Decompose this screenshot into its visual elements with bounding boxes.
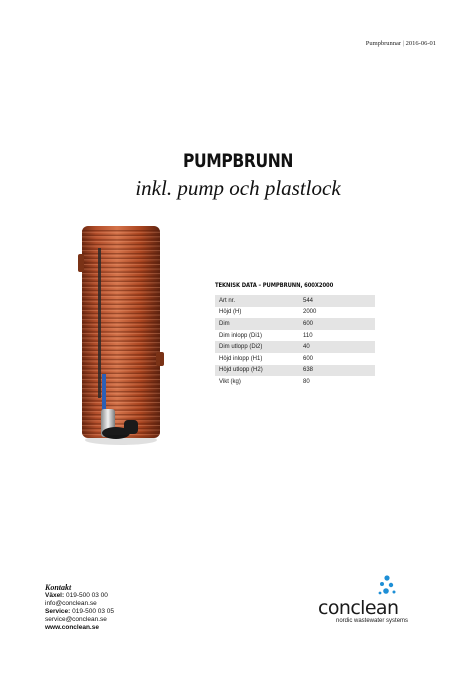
spec-label: Art nr. [215,295,299,307]
spec-row [215,365,375,377]
spec-value: 544 [299,295,375,307]
spec-value: 110 [303,332,313,339]
website-link[interactable] [45,624,114,632]
doc-type: Pumpbrunnar [365,40,402,47]
spec-row [215,318,375,330]
service-phone: 019-500 03 05 [72,608,115,616]
doc-date: 2016-06-01 [405,40,436,47]
spec-value: 600 [303,355,314,362]
service-email[interactable]: service@conclean.se [45,616,107,624]
spec-value: 638 [299,365,375,377]
phone-number: 019-500 03 00 [65,592,108,600]
pump-well-product-image [76,224,166,456]
spec-row [215,376,375,388]
header-meta [366,40,436,47]
spec-label: Vikt (kg) [219,378,241,385]
spec-value: 40 [299,341,375,353]
contact-heading: Kontakt [45,583,72,592]
contact-block [45,584,114,633]
spec-table [215,295,375,388]
technical-data [215,282,375,388]
spec-heading: TEKNISK DATA – PUMPBRUNN, 600X2000 [215,282,334,289]
logo-wordmark: conclean [318,597,399,619]
page-subtitle: inkl. pump och plastlock [135,176,341,200]
spec-label: Höjd utlopp (H2) [215,365,299,377]
conclean-logo [318,574,433,624]
spec-value: 2000 [303,309,317,316]
logo-tagline: nordic wastewater systems [336,618,409,624]
spec-row [215,330,375,342]
spec-row [215,295,375,307]
service-line [45,608,114,616]
phone-line [45,592,114,600]
contact-email[interactable]: info@conclean.se [45,600,97,608]
phone-label: Växel: [45,592,65,600]
spec-value: 80 [303,378,310,385]
spec-label: Dim [215,318,299,330]
spec-label: Höjd inlopp (H1) [219,355,263,362]
spec-row [215,307,375,319]
spec-row [215,341,375,353]
header-separator: | [402,40,405,47]
spec-value: 600 [299,318,375,330]
spec-row [215,353,375,365]
page-title: PUMPBRUNN [183,150,293,172]
spec-label: Dim utlopp (Di2) [215,341,299,353]
spec-label: Dim inlopp (Di1) [219,332,263,339]
website-text: www.conclean.se [45,624,99,632]
spec-label: Höjd (H) [219,309,242,316]
service-label: Service: [45,608,71,616]
